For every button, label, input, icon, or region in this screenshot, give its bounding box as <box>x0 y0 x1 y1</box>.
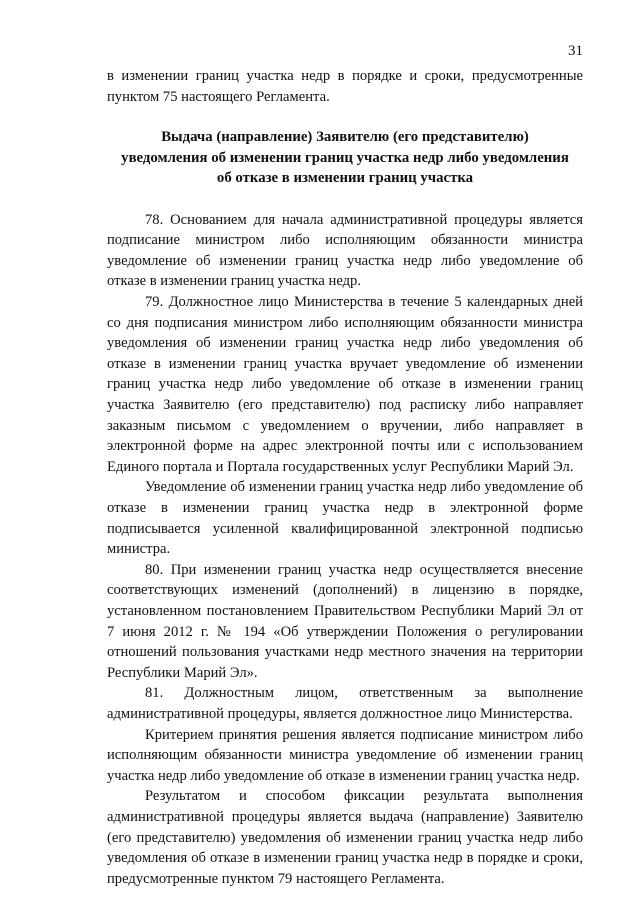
paragraph-decision-criterion: Критерием принятия решения является подписание министром либо исполняющим обязанности министра уведомление об изменении границ участка недр либо уведомление об отказе в изменении границ участка недр. <box>107 726 583 784</box>
section-heading-line: Выдача (направление) Заявителю (его представителю) <box>161 129 529 146</box>
section-heading-line: об отказе в изменении границ участка <box>216 170 474 187</box>
paragraph-result: Результатом и способом фиксации результата выполнения административной процедуры является выдача (направление) Заявителю (его представителю) уведомления об изменении границ участка недр либо уведомления об отказе в изменении границ участка недр в порядке и сроки, предусмотренные пунктом 79 настоящего Регламента. <box>107 788 583 887</box>
paragraph-79: 79. Должностное лицо Министерства в течение 5 календарных дней со дня подписания министром либо исполняющим обязанности министра уведомления об изменении границ участка недр либо уведомления об отказе в изменении границ участка вручает уведомление об изменении границ участка недр либо уведомление об отказе в изменении границ участка Заявителю (его представителю) под расписку либо направляет заказным письмом с уведомлением о вручении, либо направляет в электронной форме на адрес электронной почты или с использованием Единого портала и Портала государственных услуг Республики Марий Эл. <box>107 294 583 475</box>
paragraph-electronic-notice: Уведомление об изменении границ участка недр либо уведомление об отказе в изменении границ участка недр в электронной форме подписывается усиленной квалифицированной электронной подписью министра. <box>107 479 583 558</box>
paragraph-78: 78. Основанием для начала административной процедуры является подписание министром либо исполняющим обязанности министра уведомление об изменении границ участка недр либо уведомление об отказе в изменении границ участка недр. <box>107 211 583 290</box>
paragraph-81: 81. Должностным лицом, ответственным за выполнение административной процедуры, является должностное лицо Министерства. <box>107 685 583 722</box>
document-body <box>107 66 583 889</box>
section-heading-line: уведомления об изменении границ участка недр либо уведомления <box>121 149 569 166</box>
page-number: 31 <box>568 43 583 59</box>
paragraph-80: 80. При изменении границ участка недр осуществляется внесение соответствующих изменений (дополнений) в лицензию в порядке, установленном постановлением Правительством Республики Марий Эл от 7 июня 2012 г. № 194 «Об утверждении Положения о регулировании отношений пользования участками недр местного значения на территории Республики Марий Эл». <box>107 561 583 681</box>
continued-paragraph: в изменении границ участка недр в порядке и сроки, предусмотренные пунктом 75 настоящего Регламента. <box>107 68 583 105</box>
section-heading <box>107 127 583 189</box>
